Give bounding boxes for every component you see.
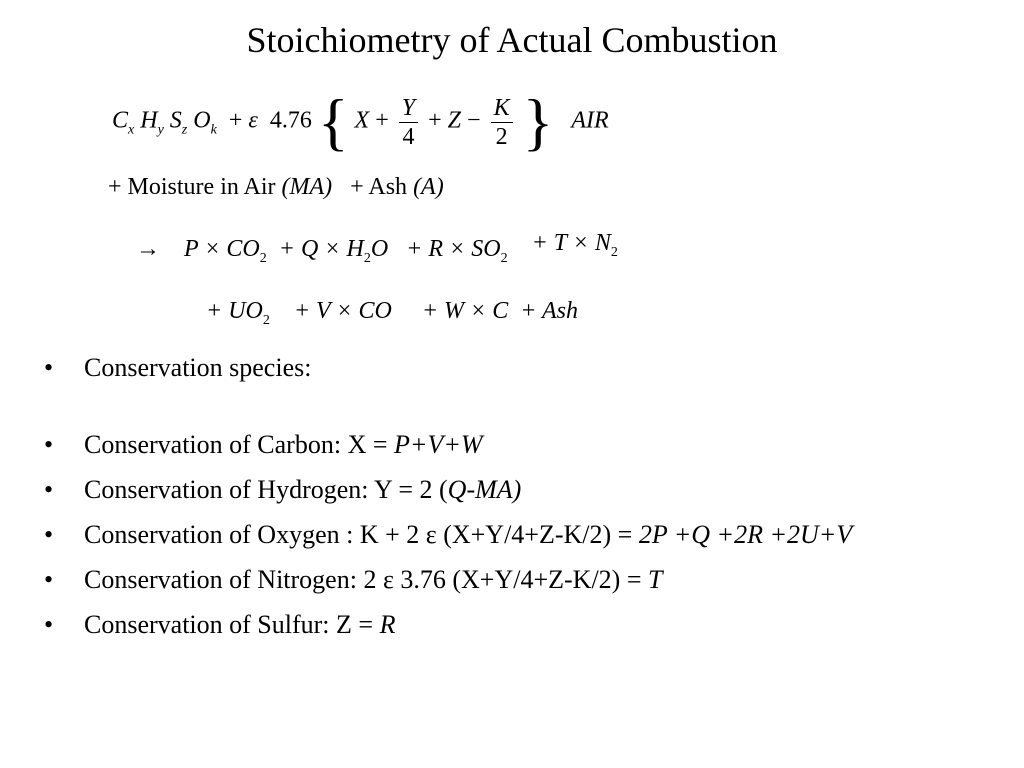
product-h2o: + Q × H <box>278 236 364 262</box>
slide-title: Stoichiometry of Actual Combustion <box>246 20 778 60</box>
fraction-y-over-4 <box>399 94 418 151</box>
fuel-oxygen-subscript: k <box>210 122 217 138</box>
product-co2: P × CO <box>184 236 260 262</box>
fuel-hydrogen: H <box>140 107 158 134</box>
list-item <box>40 429 1000 460</box>
product-ash: + Ash <box>520 298 578 324</box>
bullet-text: Conservation of Nitrogen: 2 ε 3.76 (X+Y/4+Z-K/2) = <box>84 565 648 594</box>
product-so2-subscript: 2 <box>500 251 508 266</box>
products-line-1 <box>136 230 618 274</box>
ash-symbol: (A) <box>413 174 444 200</box>
fuel-carbon: C <box>112 107 129 134</box>
list-item <box>40 352 1000 383</box>
moisture-symbol: (MA) <box>281 174 333 200</box>
fraction-denominator: 4 <box>402 123 415 150</box>
product-carbon: + W × C <box>421 298 509 324</box>
bullet-text: Conservation of Carbon: X = <box>84 430 395 459</box>
bullet-expression: R <box>379 610 396 639</box>
product-h2o-subscript: 2 <box>363 251 371 266</box>
moisture-ash-line <box>108 172 444 202</box>
moisture-term: + Moisture in Air <box>108 174 276 200</box>
fuel-hydrogen-subscript: y <box>157 122 164 138</box>
bullet-text: Conservation of Oxygen : K + 2 ε (X+Y/4+Z-K/2) = <box>84 520 639 549</box>
fuel-sulfur: S <box>169 107 182 134</box>
plus-sign: + <box>228 107 243 134</box>
plus-sign: + <box>428 107 442 134</box>
bullet-text: Conservation of Sulfur: Z = <box>84 610 380 639</box>
bullet-expression: T <box>648 565 663 594</box>
product-co2-subscript: 2 <box>259 251 267 266</box>
product-uo2: + UO <box>206 298 263 324</box>
air-coefficient: 4.76 <box>269 107 312 134</box>
fuel-carbon-subscript: x <box>128 122 135 138</box>
conservation-list <box>40 352 1000 654</box>
product-n2-subscript: 2 <box>610 245 618 260</box>
reactant-equation <box>112 86 609 157</box>
bullet-expression: Q-MA) <box>447 475 522 504</box>
product-uo2-subscript: 2 <box>262 313 270 328</box>
fuel-sulfur-subscript: z <box>181 122 188 138</box>
fraction-k-over-2 <box>491 94 513 151</box>
excess-air-epsilon: ε <box>248 107 258 134</box>
bullet-text: Conservation species: <box>84 353 312 382</box>
term-x: X <box>354 107 370 134</box>
bullet-expression: 2P +Q +2R +2U+V <box>638 520 853 549</box>
list-item <box>40 519 1000 550</box>
product-so2: + R × SO <box>406 236 501 262</box>
list-item <box>40 564 1000 595</box>
reaction-arrow: → <box>136 236 160 262</box>
product-co: + V × CO <box>293 298 392 324</box>
term-z: Z <box>447 107 462 134</box>
bullet-text: Conservation of Hydrogen: Y = 2 ( <box>84 475 448 504</box>
minus-sign: − <box>467 107 481 134</box>
plus-sign: + <box>375 107 389 134</box>
product-h2o-o: O <box>370 236 389 262</box>
products-line-2 <box>206 296 578 336</box>
ash-term: + Ash <box>350 174 408 200</box>
fraction-numerator: Y <box>399 94 418 123</box>
fraction-denominator: 2 <box>495 123 508 150</box>
fuel-oxygen: O <box>193 107 211 134</box>
list-item <box>40 609 1000 640</box>
open-brace: { <box>317 86 349 157</box>
fraction-numerator: K <box>491 94 513 123</box>
bullet-expression: P+V+W <box>394 430 483 459</box>
close-brace: } <box>522 86 554 157</box>
list-item <box>40 474 1000 505</box>
product-n2: + T × N <box>531 230 611 256</box>
air-label: AIR <box>571 107 609 134</box>
